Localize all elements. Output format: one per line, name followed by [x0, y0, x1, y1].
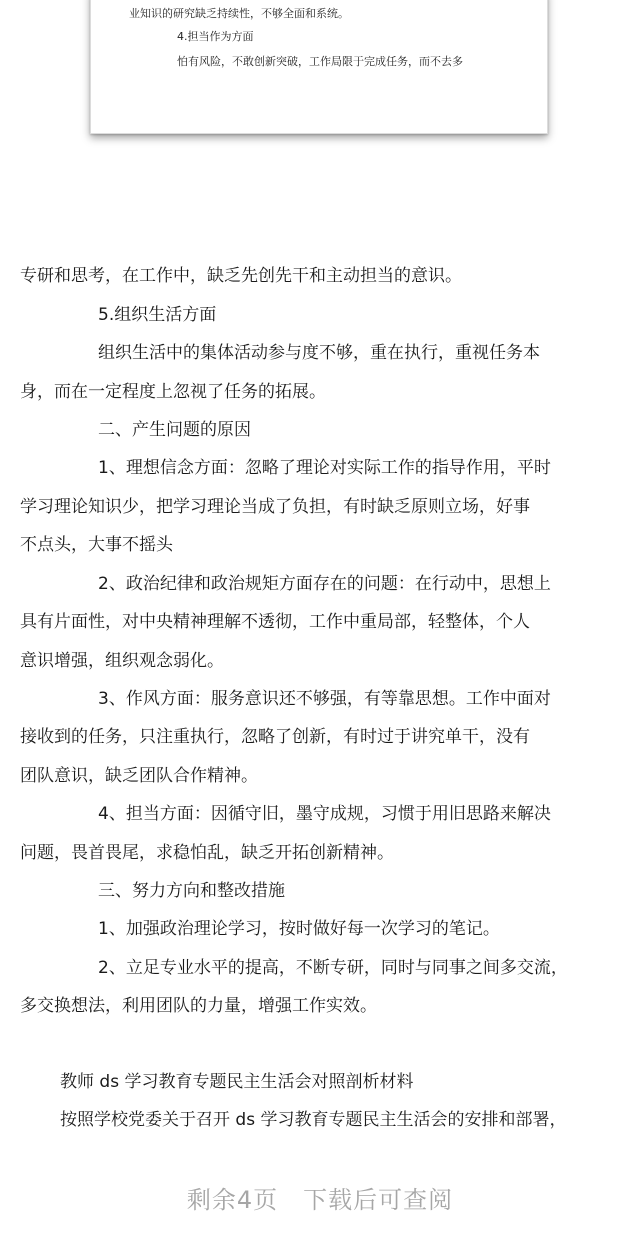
preview-line: 怕有风险，不敢创新突破，工作局限于完成任务，而不去多	[177, 55, 463, 68]
paragraph-line: 2、政治纪律和政治规矩方面存在的问题：在行动中，思想上	[98, 574, 551, 594]
paragraph-line: 1、加强政治理论学习，按时做好每一次学习的笔记。	[98, 919, 500, 939]
paragraph-line: 身，而在一定程度上忽视了任务的拓展。	[20, 382, 326, 402]
page-preview-thumbnail	[90, 0, 548, 134]
section-heading: 5.组织生活方面	[98, 305, 217, 325]
paragraph-line: 4、担当方面：因循守旧，墨守成规，习惯于用旧思路来解决	[98, 804, 551, 824]
paragraph-line: 问题，畏首畏尾，求稳怕乱，缺乏开拓创新精神。	[20, 843, 394, 863]
paragraph-line: 接收到的任务，只注重执行，忽略了创新，有时过于讲究单干，没有	[20, 727, 530, 747]
paragraph-line: 专研和思考，在工作中，缺乏先创先干和主动担当的意识。	[20, 266, 462, 286]
section-heading: 三、努力方向和整改措施	[98, 881, 285, 901]
paragraph-line: 2、立足专业水平的提高，不断专研，同时与同事之间多交流，	[98, 958, 568, 978]
next-document-title: 教师 ds 学习教育专题民主生活会对照剖析材料	[60, 1072, 414, 1092]
preview-heading: 4.担当作为方面	[177, 30, 254, 43]
next-document-line: 按照学校党委关于召开 ds 学习教育专题民主生活会的安排和部署，	[60, 1110, 567, 1130]
download-to-read-more-button[interactable]: 剩余4页 下载后可查阅	[186, 1186, 454, 1214]
paragraph-line: 组织生活中的集体活动参与度不够，重在执行，重视任务本	[98, 343, 540, 363]
paragraph-line: 1、理想信念方面：忽略了理论对实际工作的指导作用，平时	[98, 458, 551, 478]
paragraph-line: 意识增强，组织观念弱化。	[20, 651, 224, 671]
preview-line: 业知识的研究缺乏持续性，不够全面和系统。	[129, 7, 349, 20]
paragraph-line: 团队意识，缺乏团队合作精神。	[20, 766, 258, 786]
paragraph-line: 3、作风方面：服务意识还不够强，有等靠思想。工作中面对	[98, 689, 551, 709]
paragraph-line: 学习理论知识少，把学习理论当成了负担，有时缺乏原则立场，好事	[20, 497, 530, 517]
paragraph-line: 多交换想法，利用团队的力量，增强工作实效。	[20, 996, 377, 1016]
paragraph-line: 不点头，大事不摇头	[20, 535, 173, 555]
section-heading: 二、产生问题的原因	[98, 420, 251, 440]
paragraph-line: 具有片面性，对中央精神理解不透彻，工作中重局部，轻整体，个人	[20, 612, 530, 632]
